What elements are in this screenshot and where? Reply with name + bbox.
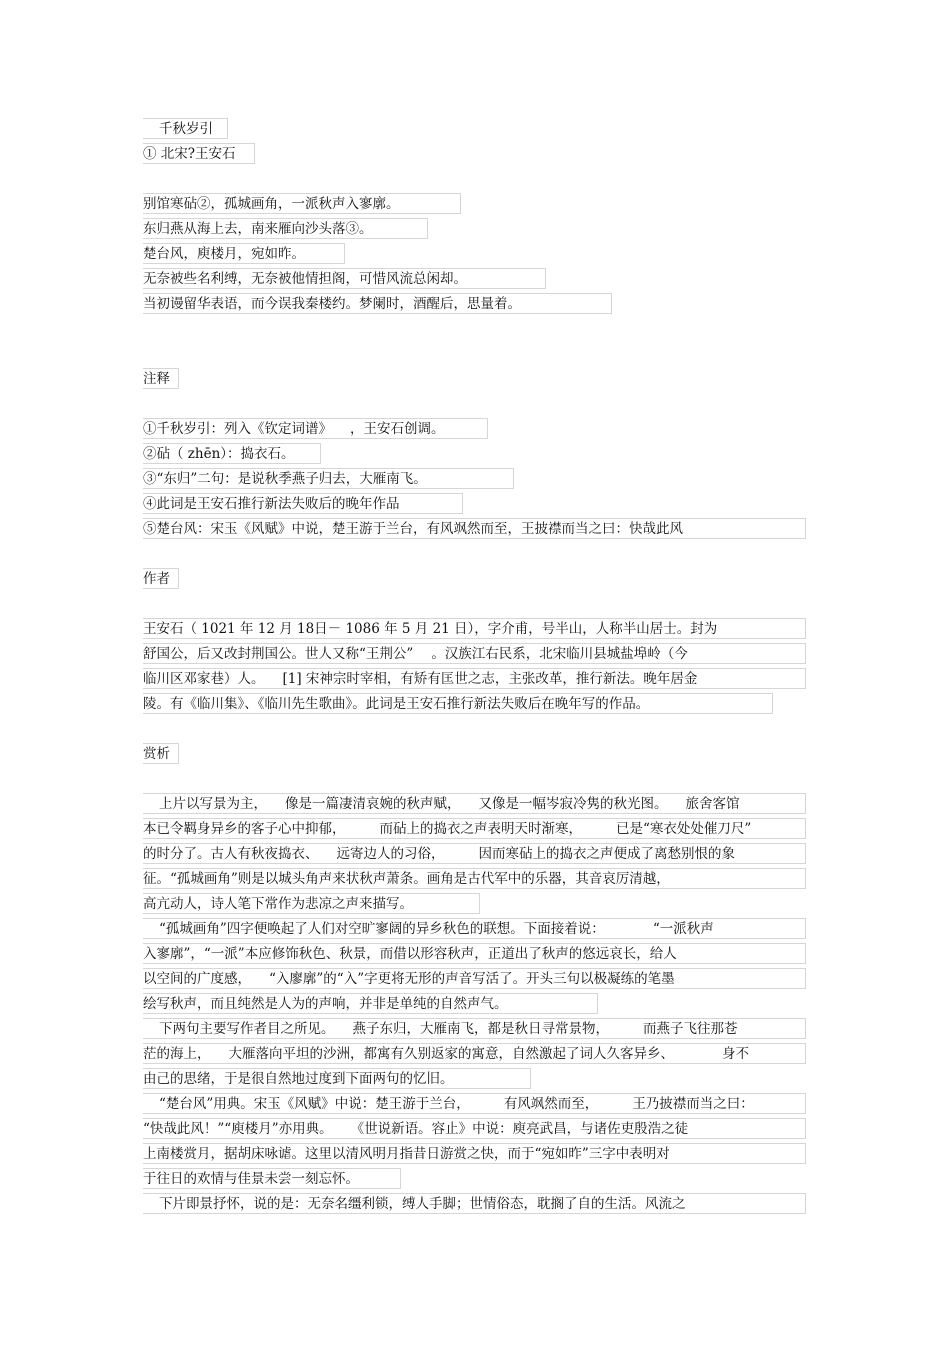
appreciation-line <box>143 1143 806 1164</box>
poem-line-text: 当初谩留华表语，而今误我秦楼约。梦阑时，酒醒后，思量着。 <box>143 296 521 312</box>
appreciation-text: 身不 <box>722 1046 749 1062</box>
note-text: ③“东归”二句：是说秋季燕子归去，大雁南飞。 <box>143 471 427 487</box>
author-line <box>143 668 806 689</box>
appreciation-text: “孤城画角”四字便唤起了人们对空旷寥阔的异乡秋色的联想。下面接着说： <box>159 921 605 937</box>
appreciation-text: 《世说新语。容止》中说：庾亮武昌，与诸佐吏殷浩之徒 <box>350 1121 689 1137</box>
appreciation-text: “入廖廓”的“入”字更将无形的声音写活了。开头三句以极凝练的笔墨 <box>269 971 675 987</box>
note-item <box>143 443 321 464</box>
author-line-text: 。汉族江右民系，北宋临川县城盐埠岭（今 <box>431 646 688 662</box>
appreciation-text: 上南楼赏月，据胡床咏谑。这里以清风明月指昔日游赏之快，而于“宛如昨”三字中表明对 <box>143 1146 670 1162</box>
appreciation-text: 于往日的欢情与佳景未尝一刻忘怀。 <box>143 1171 359 1187</box>
author-heading-text: 作者 <box>143 571 170 587</box>
poem-author-line <box>143 143 255 164</box>
appreciation-line <box>143 1068 531 1089</box>
appreciation-text: 王乃披襟而当之曰： <box>632 1096 754 1112</box>
appreciation-text: 以空间的广度感， <box>143 971 251 987</box>
poem-line <box>143 193 461 214</box>
appreciation-text: 本已令羁身异乡的客子心中抑郁， <box>143 821 346 837</box>
appreciation-text: 因而寒砧上的捣衣之声便成了离愁别恨的象 <box>478 846 735 862</box>
poem-title-text: 千秋岁引 <box>159 121 213 137</box>
appreciation-line <box>143 868 806 889</box>
appreciation-text: 而燕子飞往那苍 <box>643 1021 738 1037</box>
appreciation-text: 的时分了。古人有秋夜捣衣、 <box>143 846 319 862</box>
poem-line <box>143 218 428 239</box>
note-item <box>143 493 463 514</box>
poem-line-text: 别馆寒砧②，孤城画角，一派秋声入寥廓。 <box>143 196 400 212</box>
appreciation-text: 入寥廓”，“一派”本应修饰秋色、秋景，而借以形容秋声，正道出了秋声的悠远哀长，给人 <box>143 946 677 962</box>
poem-author-text: ① 北宋?王安石 <box>143 146 236 162</box>
appreciation-line <box>143 793 806 814</box>
author-line <box>143 618 806 639</box>
appreciation-text: 燕子东归，大雁南飞，都是秋日寻常景物， <box>352 1021 609 1037</box>
poem-line-text: 无奈被些名利缚，无奈被他情担阁，可惜风流总闲却。 <box>143 271 467 287</box>
author-heading <box>143 568 179 589</box>
author-line <box>143 643 806 664</box>
notes-heading <box>143 368 179 389</box>
appreciation-text: 已是“寒衣处处催刀尺” <box>616 821 752 837</box>
appreciation-line <box>143 1043 806 1064</box>
appreciation-text: 下两句主要写作者目之所见。 <box>159 1021 335 1037</box>
appreciation-line <box>143 1168 401 1189</box>
author-line-text: 临川区邓家巷）人。 <box>143 671 265 687</box>
note-text: ，王安石创调。 <box>350 421 445 437</box>
appreciation-line <box>143 943 806 964</box>
author-line-text: [1] 宋神宗时宰相，有矫有匡世之志，主张改革，推行新法。晚年居金 <box>282 671 698 687</box>
poem-line <box>143 268 546 289</box>
note-item <box>143 418 488 439</box>
appreciation-text: “楚台风”用典。宋玉《风赋》中说：楚王游于兰台， <box>159 1096 470 1112</box>
appreciation-line <box>143 1093 806 1114</box>
appreciation-text: 像是一篇凄清哀婉的秋声赋， <box>285 796 461 812</box>
author-line <box>143 693 773 714</box>
appreciation-text: 由己的思绪，于是很自然地过度到下面两句的忆旧。 <box>143 1071 454 1087</box>
appreciation-text: 高亢动人，诗人笔下常作为悲凉之声来描写。 <box>143 896 413 912</box>
poem-title <box>143 118 228 139</box>
appreciation-text: 而砧上的捣衣之声表明天时渐寒， <box>379 821 582 837</box>
appreciation-line <box>143 1193 806 1214</box>
appreciation-text: 下片即景抒怀，说的是：无奈名缰利锁，缚人手脚；世情俗态，耽搁了自的生活。风流之 <box>159 1196 686 1212</box>
poem-line <box>143 293 612 314</box>
appreciation-line <box>143 918 806 939</box>
appreciation-line <box>143 843 806 864</box>
appreciation-text: 上片以写景为主， <box>159 796 267 812</box>
appreciation-line <box>143 1018 806 1039</box>
appreciation-line <box>143 1118 806 1139</box>
poem-line <box>143 243 345 264</box>
note-text: ⑤楚台风：宋玉《风赋》中说，楚王游于兰台，有风飒然而至，王披襟而当之曰：快哉此风 <box>143 521 683 537</box>
appreciation-line <box>143 818 806 839</box>
appreciation-line <box>143 993 598 1014</box>
appreciation-text: 又像是一幅岑寂冷隽的秋光图。 <box>478 796 668 812</box>
author-line-text: 舒国公，后又改封荆国公。世人又称“王荆公” <box>143 646 414 662</box>
appreciation-text: 远寄边人的习俗， <box>336 846 445 862</box>
appreciation-text: 大雁落向平坦的沙洲，都寓有久别返家的寓意，自然激起了词人久客异乡、 <box>228 1046 674 1062</box>
author-line-text: 王安石（ 1021 年 12 月 18日－ 1086 年 5 月 21 日），字介甫，号半山，人称半山居士。封为 <box>143 621 718 637</box>
poem-line-text: 东归燕从海上去，南来雁向沙头落③。 <box>143 221 373 237</box>
note-text: ②砧（ zhēn）：捣衣石。 <box>143 446 295 462</box>
note-text: ④此词是王安石推行新法失败后的晚年作品 <box>143 496 400 512</box>
note-item <box>143 518 806 539</box>
author-line-text: 陵。有《临川集》、《临川先生歌曲》。此词是王安石推行新法失败后在晚年写的作品。 <box>143 696 650 712</box>
note-text: ①千秋岁引：列入《钦定词谱》 <box>143 421 332 437</box>
appreciation-text: 有风飒然而至， <box>503 1096 599 1112</box>
appreciation-text: 旅舍客馆 <box>685 796 740 812</box>
appreciation-text: 征。“孤城画角”则是以城头角声来状秋声萧条。画角是古代军中的乐器，其音哀厉清越， <box>143 871 670 887</box>
poem-line-text: 楚台风，庾楼月，宛如昨。 <box>143 246 305 262</box>
appreciation-text: “一派秋声 <box>652 921 714 937</box>
note-item <box>143 468 514 489</box>
appreciation-heading <box>143 743 179 764</box>
appreciation-heading-text: 赏析 <box>143 746 170 762</box>
appreciation-text: “快哉此风！”“庾楼月”亦用典。 <box>143 1121 333 1137</box>
appreciation-text: 绘写秋声，而且纯然是人为的声响，并非是单纯的自然声气。 <box>143 996 508 1012</box>
appreciation-text: 茫的海上， <box>143 1046 211 1062</box>
appreciation-line <box>143 968 806 989</box>
appreciation-line <box>143 893 480 914</box>
notes-heading-text: 注释 <box>143 371 170 387</box>
